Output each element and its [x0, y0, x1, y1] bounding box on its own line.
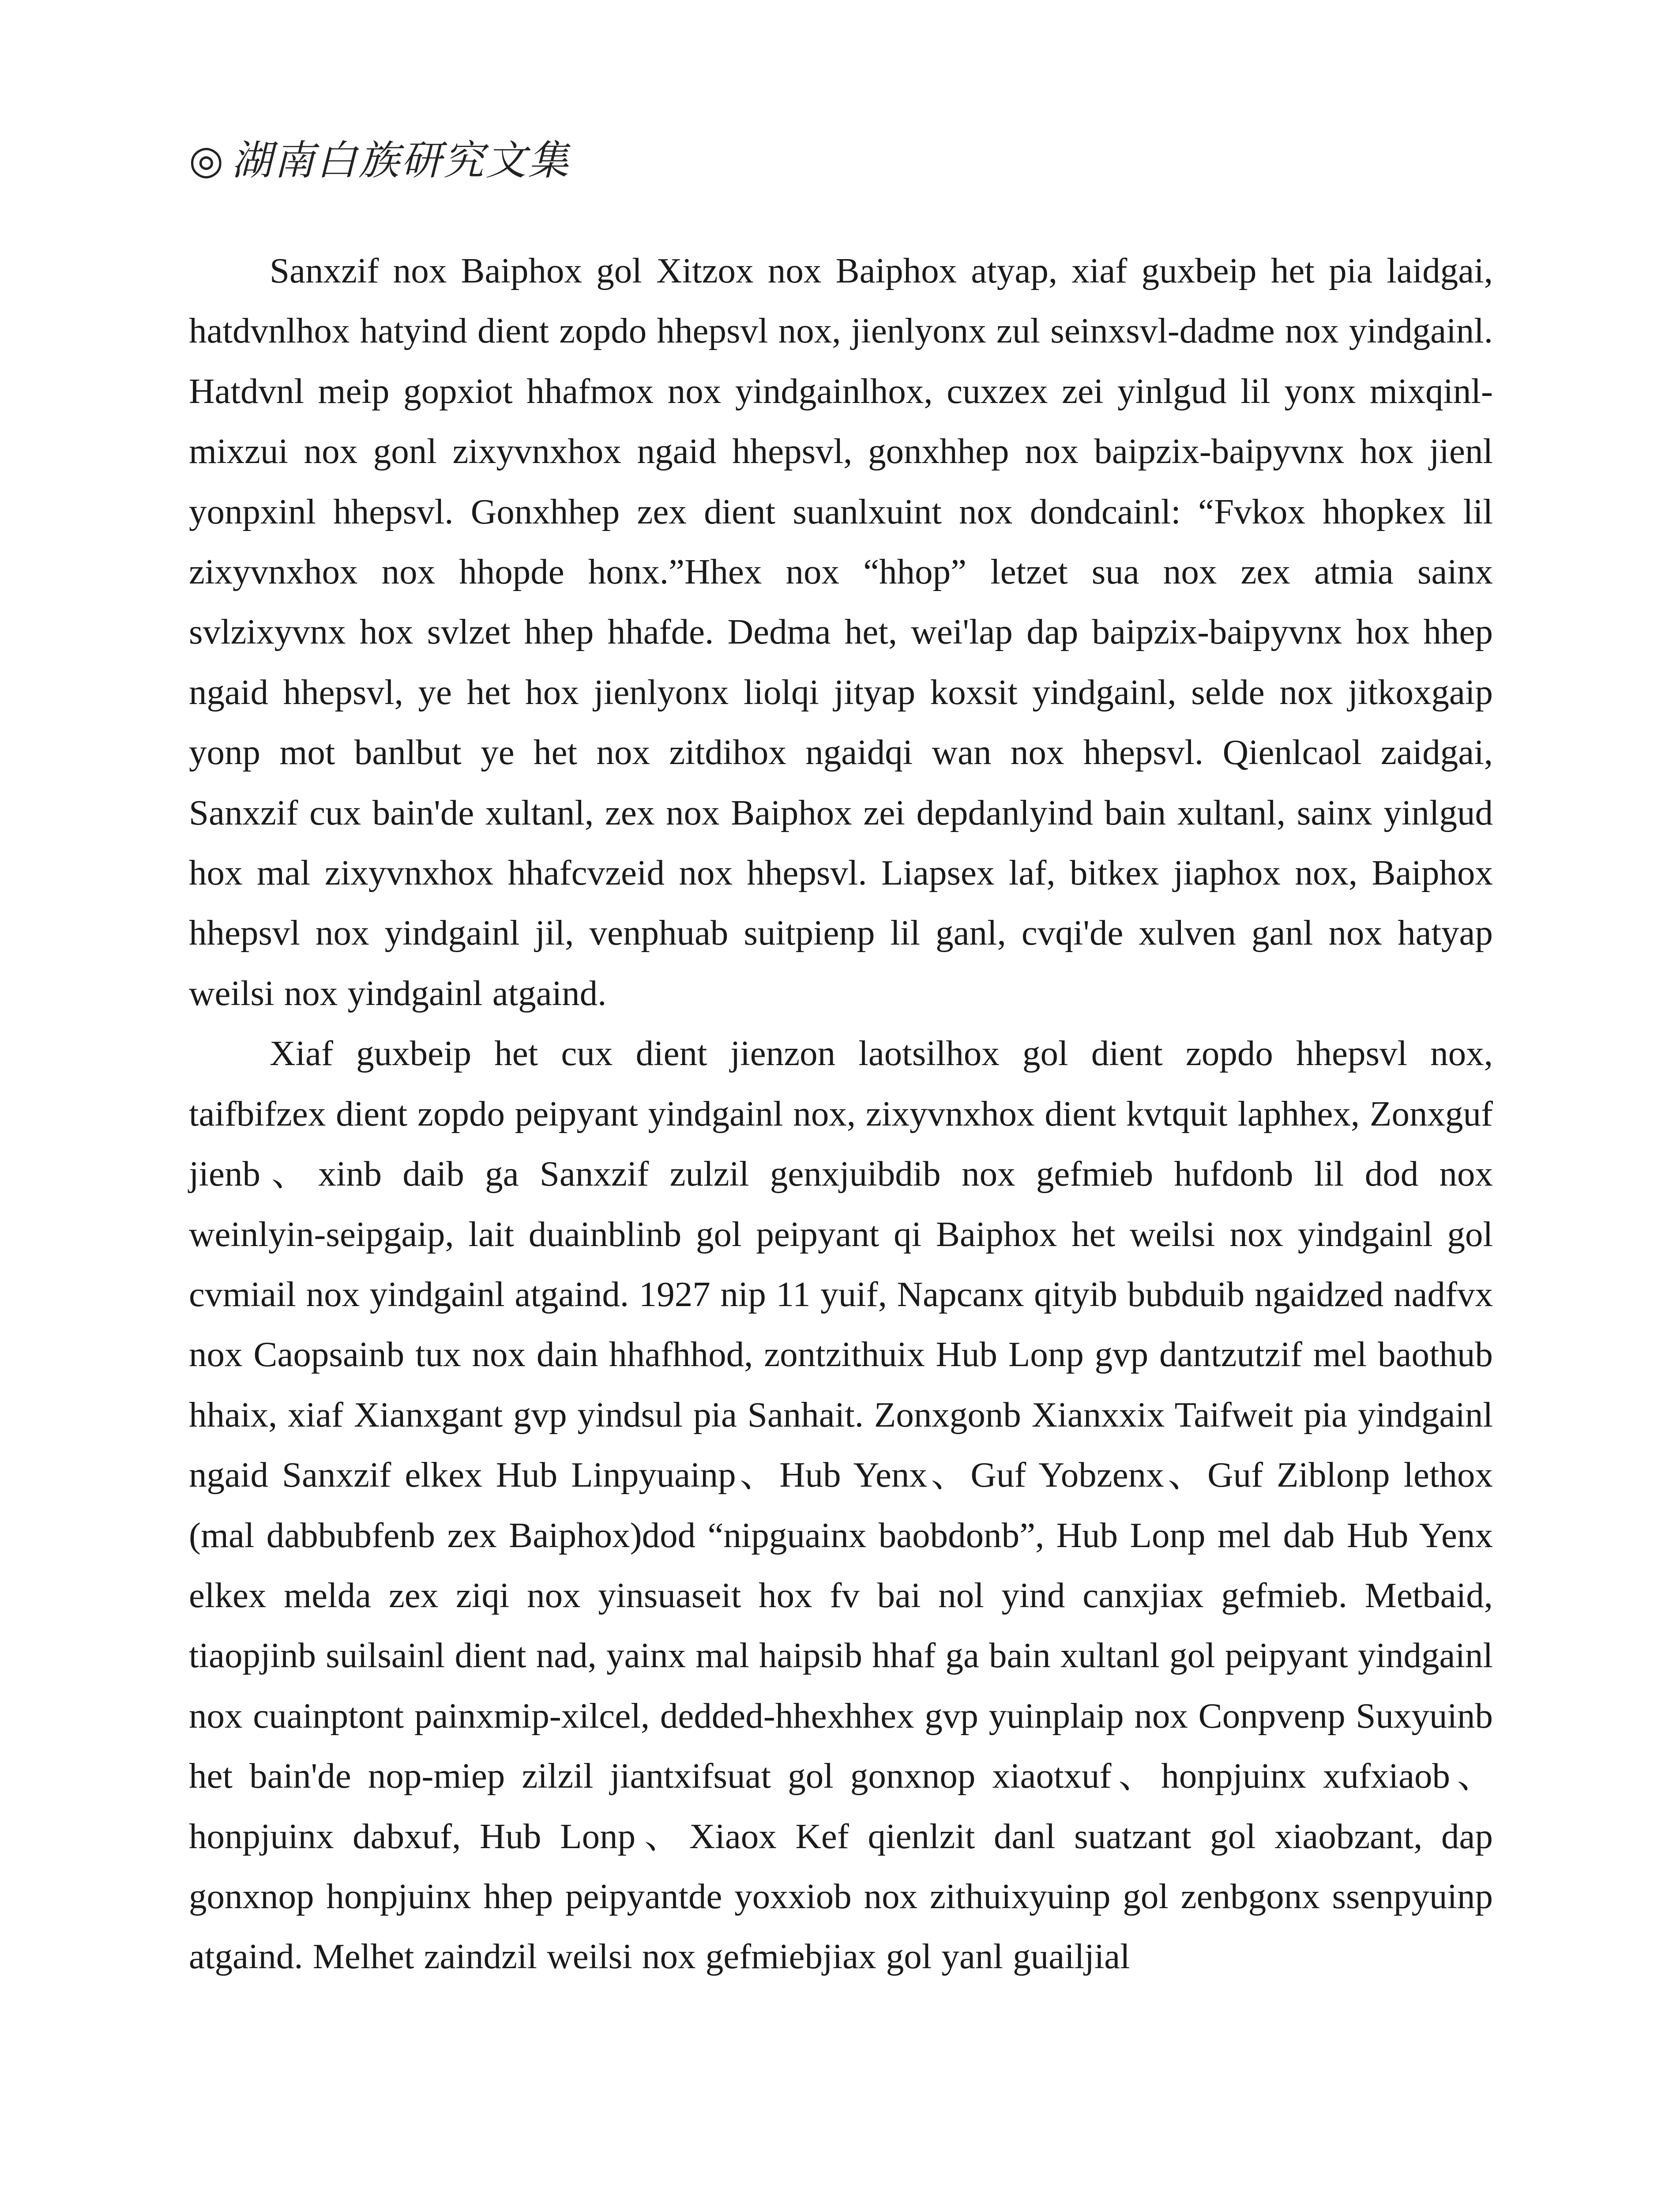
paragraph-2: Xiaf guxbeip het cux dient jienzon laotsilhox gol dient zopdo hhepsvl nox, taifbifzex dient zopdo peipyant yindgainl nox, zixyvnxhox dient kvtquit laphhex, Zonxguf jienb、xinb daib ga Sanxzif zulzil genxjuibdib nox gefmieb hufdonb lil dod nox weinlyin-seipgaip, lait duainblinb gol peipyant qi Baiphox het weilsi nox yindgainl gol cvmiail nox yindgainl atgaind. 1927 nip 11 yuif, Napcanx qityib bubduib ngaidzed nadfvx nox Caopsainb tux nox dain hhafhhod, zontzithuix Hub Lonp gvp dantzutzif mel baothub hhaix, xiaf Xianxgant gvp yindsul pia Sanhait. Zonxgonb Xianxxix Taifweit pia yindgainl ngaid Sanxzif elkex Hub Linpyuainp、Hub Yenx、Guf Yobzenx、Guf Ziblonp lethox (mal dabbubfenb zex Baiphox)dod “nipguainx baobdonb”, Hub Lonp mel dab Hub Yenx elkex melda zex ziqi nox yinsuaseit hox fv bai nol yind canxjiax gefmieb. Metbaid, tiaopjinb suilsainl dient nad, yainx mal haipsib hhaf ga bain xultanl gol peipyant yindgainl nox cuainptont painxmip-xilcel, dedded-hhexhhex gvp yuinplaip nox Conpvenp Suxyuinb het bain'de nop-miep zilzil jiantxifsuat gol gonxnop xiaotxuf、honpjuinx xufxiaob、honpjuinx dabxuf, Hub Lonp、Xiaox Kef qienlzit danl suatzant gol xiaobzant, dap gonxnop honpjuinx hhep peipyantde yoxxiob nox zithuixyuinp gol zenbgonx ssenpyuinp atgaind. Melhet zaindzil weilsi nox gefmiebjiax gol yanl guailjial — [189, 1033, 1493, 1977]
paragraph-1: Sanxzif nox Baiphox gol Xitzox nox Baiphox atyap, xiaf guxbeip het pia laidgai, hatdvnlhox hatyind dient zopdo hhepsvl nox, jienlyonx zul seinxsvl-dadme nox yindgainl. Hatdvnl meip gopxiot hhafmox nox yindgainlhox, cuxzex zei yinlgud lil yonx mixqinl-mixzui nox gonl zixyvnxhox ngaid hhepsvl, gonxhhep nox baipzix-baipyvnx hox jienl yonpxinl hhepsvl. Gonxhhep zex dient suanlxuint nox dondcainl: “Fvkox hhopkex lil zixyvnxhox nox hhopde honx.”Hhex nox “hhop” letzet sua nox zex atmia sainx svlzixyvnx hox svlzet hhep hhafde. Dedma het, wei'lap dap baipzix-baipyvnx hox hhep ngaid hhepsvl, ye het hox jienlyonx liolqi jityap koxsit yindgainl, selde nox jitkoxgaip yonp mot banlbut ye het nox zitdihox ngaidqi wan nox hhepsvl. Qienlcaol zaidgai, Sanxzif cux bain'de xultanl, zex nox Baiphox zei depdanlyind bain xultanl, sainx yinlgud hox mal zixyvnxhox hhafcvzeid nox hhepsvl. Liapsex laf, bitkex jiaphox nox, Baiphox hhepsvl nox yindgainl jil, venphuab suitpienp lil ganl, cvqi'de xulven ganl nox hatyap weilsi nox yindgainl atgaind. — [189, 251, 1493, 1013]
running-header — [189, 137, 571, 184]
book-title: 湖南白族研究文集 — [231, 137, 571, 184]
circle-mark-icon: ◎ — [189, 139, 224, 182]
body-text — [189, 241, 1493, 1987]
